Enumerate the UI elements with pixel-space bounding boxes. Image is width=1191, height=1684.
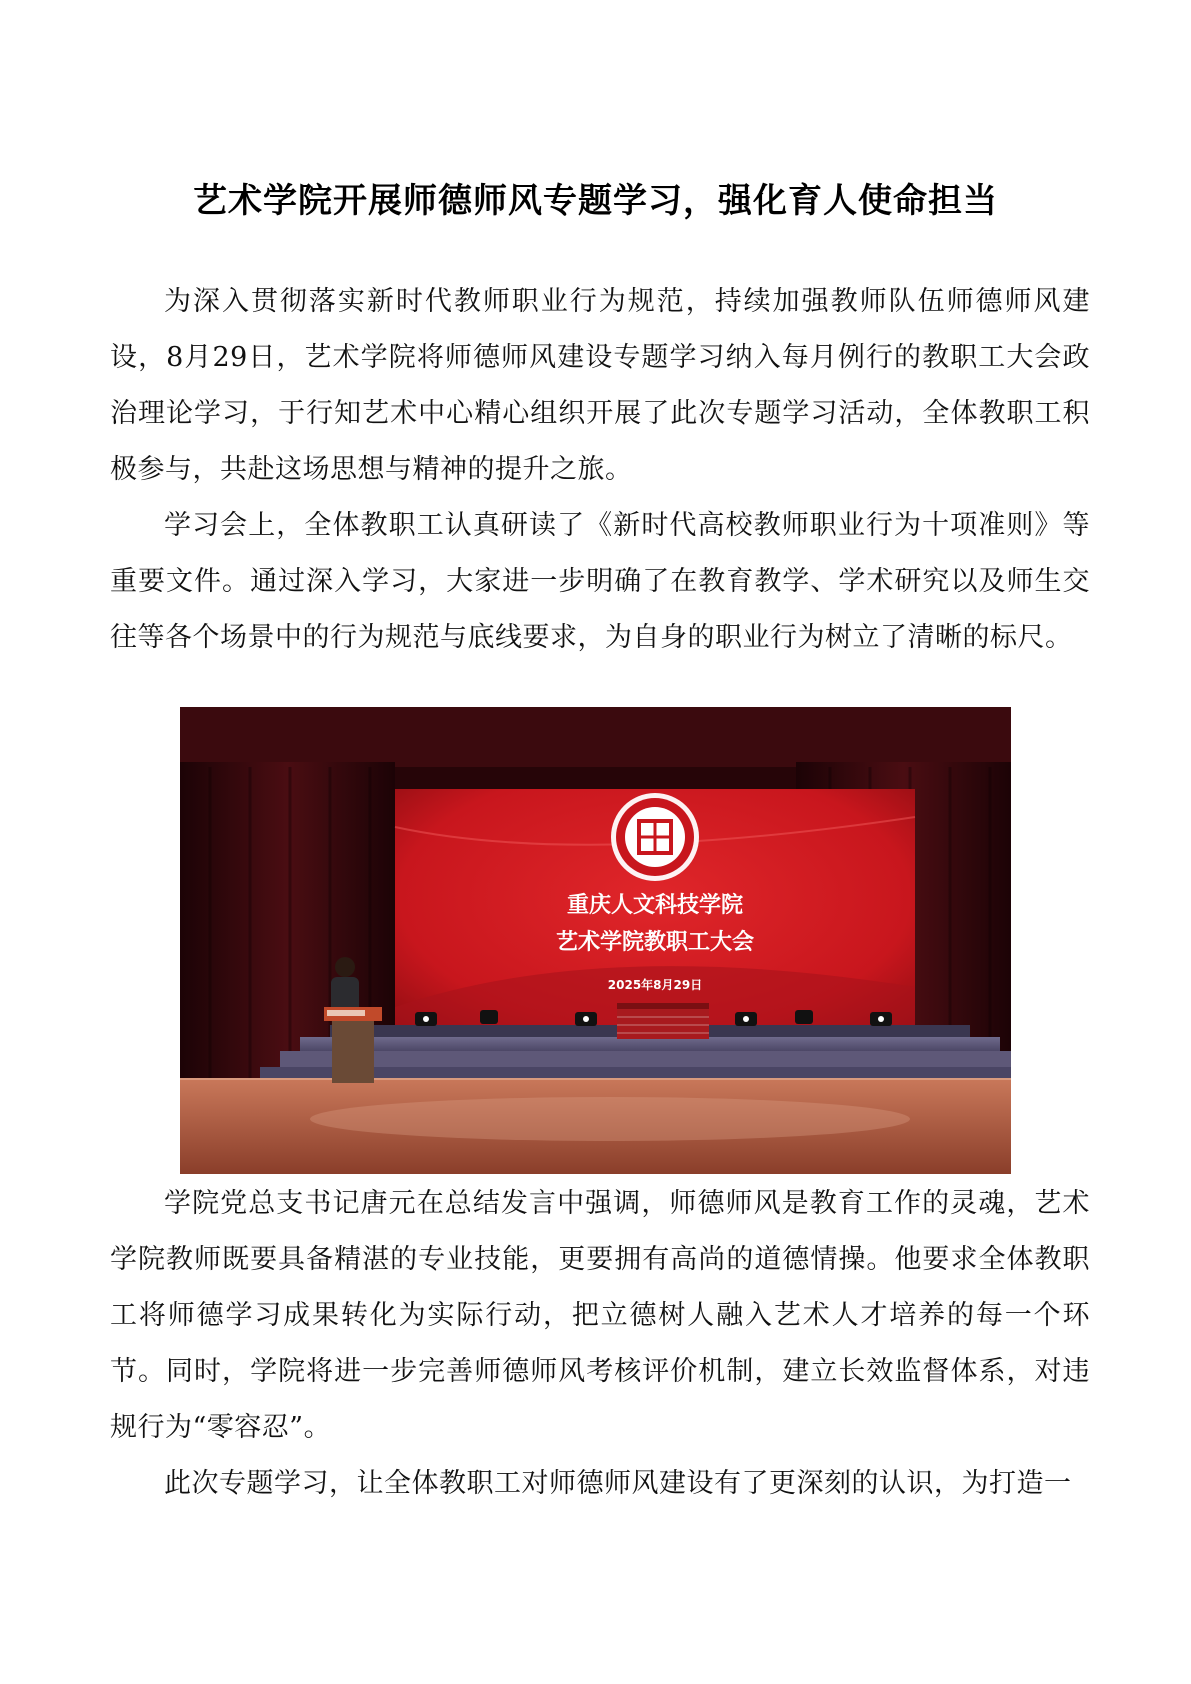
body-text-bottom <box>110 1176 1090 1512</box>
stage-illustration <box>180 707 1011 1174</box>
paragraph: 为深入贯彻落实新时代教师职业行为规范，持续加强教师队伍师德师风建设，8月29日，艺术学院将师德师风建设专题学习纳入每月例行的教职工大会政治理论学习，于行知艺术中心精心组织开展了此次专题学习活动，全体教职工积极参与，共赴这场思想与精神的提升之旅。 <box>110 286 1090 485</box>
paragraph: 学院党总支书记唐元在总结发言中强调，师德师风是教育工作的灵魂，艺术学院教师既要具备精湛的专业技能，更要拥有高尚的道德情操。他要求全体教职工将师德学习成果转化为实际行动，把立德树人融入艺术人才培养的每一个环节。同时，学院将进一步完善师德师风考核评价机制，建立长效监督体系，对违规行为“零容忍”。 <box>110 1188 1090 1443</box>
paragraph: 学习会上，全体教职工认真研读了《新时代高校教师职业行为十项准则》等重要文件。通过深入学习，大家进一步明确了在教育教学、学术研究以及师生交往等各个场景中的行为规范与底线要求，为自身的职业行为树立了清晰的标尺。 <box>110 510 1090 653</box>
body-text-top <box>110 274 1090 666</box>
screen-line2: 艺术学院教职工大会 <box>555 929 755 955</box>
event-photo <box>180 707 1011 1174</box>
paragraph: 此次专题学习，让全体教职工对师德师风建设有了更深刻的认识，为打造一 <box>164 1468 1072 1499</box>
screen-date: 2025年8月29日 <box>607 978 703 992</box>
article-title: 艺术学院开展师德师风专题学习，强化育人使命担当 <box>193 180 998 221</box>
screen-line1: 重庆人文科技学院 <box>566 892 744 918</box>
college-seal-icon <box>611 793 699 881</box>
